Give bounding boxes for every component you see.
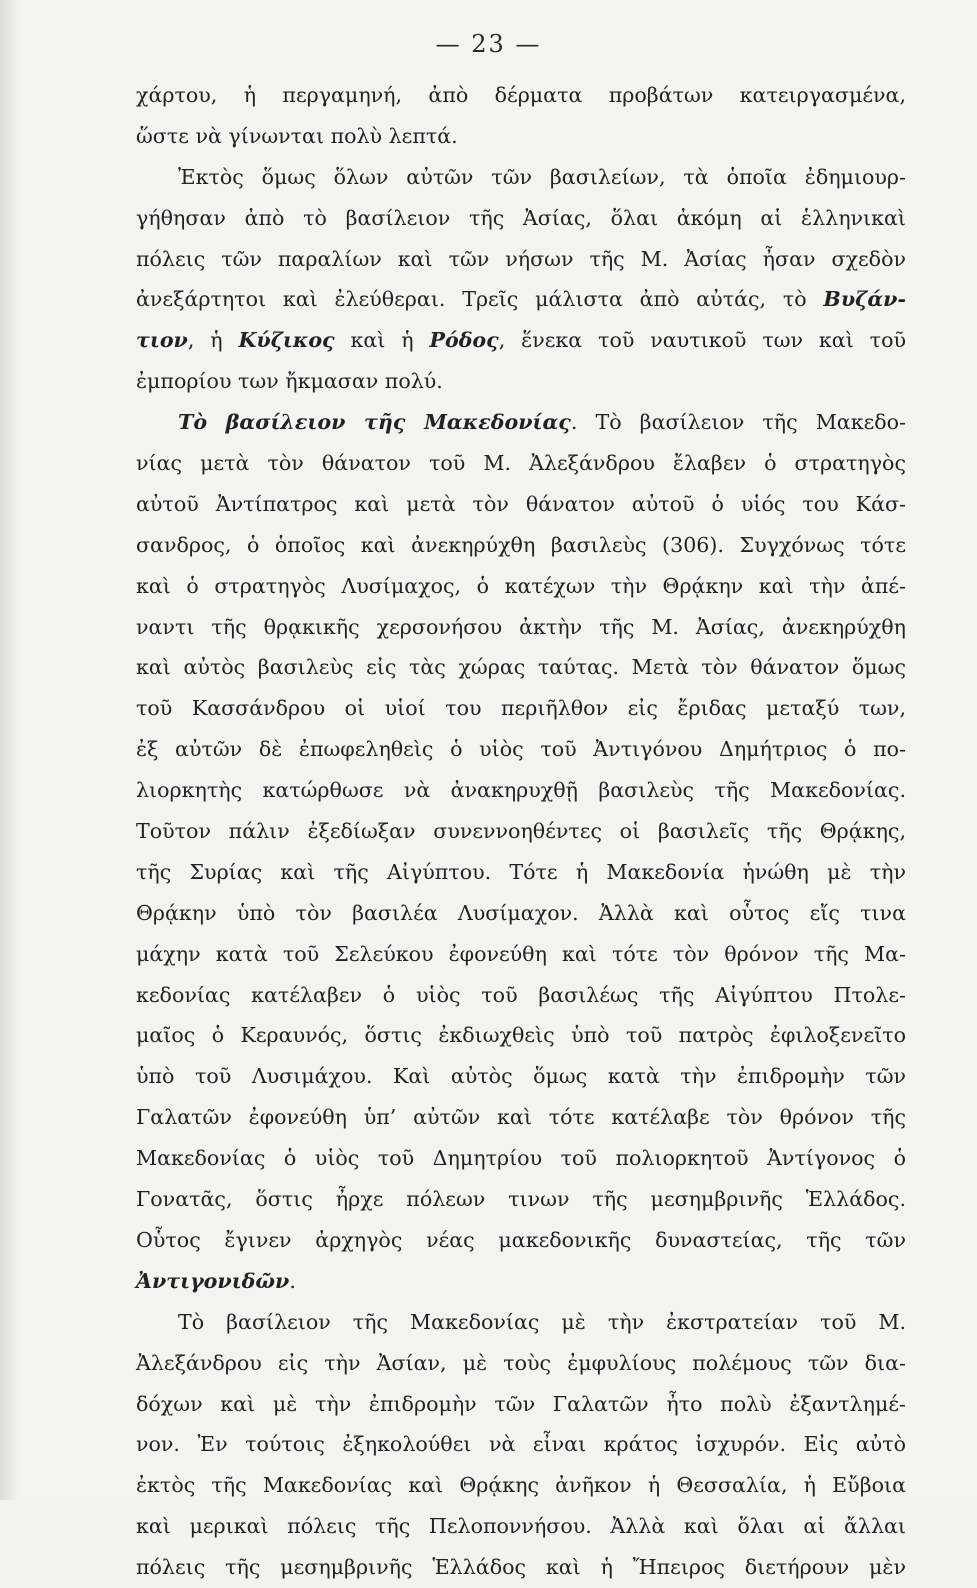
- text-line: [136, 934, 906, 975]
- text-line: [136, 361, 906, 402]
- text-span: , ἕνεκα τοῦ ναυτικοῦ των καὶ τοῦ: [498, 328, 906, 353]
- text-line: [136, 975, 906, 1016]
- text-span: Ἐκτὸς ὅμως ὅλων αὐτῶν τῶν βασιλείων, τὰ ὁποῖα ἐδημιουρ-: [178, 164, 906, 189]
- text-span: σανδρος, ὁ ὁποῖος καὶ ἀνεκηρύχθη βασιλεὺς (306). Συγχόνως τότε: [136, 532, 906, 557]
- text-span: πόλεις τῆς μεσημβρινῆς Ἑλλάδος καὶ ἡ Ἤπειρος διετήρουν μὲν: [136, 1555, 906, 1580]
- text-line: [136, 770, 906, 811]
- text-span: καὶ αὐτὸς βασιλεὺς εἰς τὰς χώρας ταύτας. Μετὰ τὸν θάνατον ὅμως: [136, 655, 906, 680]
- text-line: [136, 1261, 906, 1302]
- text-span: νον. Ἐν τούτοις ἐξηκολούθει νὰ εἶναι κράτος ἰσχυρόν. Εἰς αὐτὸ: [136, 1432, 906, 1457]
- text-span: μάχην κατὰ τοῦ Σελεύκου ἐφονεύθη καὶ τότε τὸν θρόνον τῆς Μα-: [136, 941, 906, 966]
- text-span: , ἡ: [187, 328, 239, 353]
- body-text: [136, 75, 906, 1588]
- text-line: [136, 1015, 906, 1056]
- text-line: [136, 1465, 906, 1506]
- emphasized-term: Τὸ βασίλειον τῆς Μακεδονίας: [178, 410, 571, 435]
- text-span: ὥστε νὰ γίνωνται πολὺ λεπτά.: [136, 123, 458, 148]
- text-line: [136, 729, 906, 770]
- emphasized-term: τιον: [136, 328, 188, 353]
- text-span: λιορκητὴς κατώρθωσε νὰ ἀνακηρυχθῇ βασιλεὺς τῆς Μακεδονίας.: [136, 778, 906, 803]
- text-span: Οὗτος ἔγινεν ἀρχηγὸς νέας μακεδονικῆς δυναστείας, τῆς τῶν: [136, 1227, 906, 1252]
- text-line: [136, 1384, 906, 1425]
- text-line: [136, 566, 906, 607]
- emphasized-term: Βυζάν-: [823, 287, 906, 312]
- text-line: [136, 1097, 906, 1138]
- text-line: [136, 852, 906, 893]
- text-span: Τοῦτον πάλιν ἐξεδίωξαν συνεννοηθέντες οἱ βασιλεῖς τῆς Θρᾴκης,: [136, 819, 906, 844]
- text-line: [136, 1343, 906, 1384]
- text-line: [136, 1220, 906, 1261]
- text-line: [136, 1179, 906, 1220]
- page-number: — 23 —: [435, 30, 542, 58]
- text-span: τῆς Συρίας καὶ τῆς Αἰγύπτου. Τότε ἡ Μακεδονία ἡνώθη μὲ τὴν: [136, 859, 906, 884]
- text-line: [136, 198, 906, 239]
- emphasized-term: Ἀντιγονιδῶν: [136, 1268, 290, 1293]
- text-line: [136, 402, 906, 443]
- text-span: χάρτου, ἡ περγαμηνή, ἀπὸ δέρματα προβάτων κατειργασμένα,: [136, 83, 906, 107]
- text-line: [136, 443, 906, 484]
- text-span: ἐξ αὐτῶν δὲ ἐπωφεληθεὶς ὁ υἱὸς τοῦ Ἀντιγόνου Δημήτριος ὁ πο-: [136, 737, 906, 762]
- text-line: [136, 688, 906, 729]
- text-line: [136, 525, 906, 566]
- text-span: Μακεδονίας ὁ υἱὸς τοῦ Δημητρίου τοῦ πολιορκητοῦ Ἀντίγονος ὁ: [136, 1146, 906, 1171]
- text-span: ναντι τῆς θρᾳκικῆς χερσονήσου ἀκτὴν τῆς Μ. Ἀσίας, ἀνεκηρύχθη: [136, 614, 906, 639]
- emphasized-term: Ρόδος: [429, 328, 499, 353]
- text-span: Ἀλεξάνδρου εἰς τὴν Ἀσίαν, μὲ τοὺς ἐμφυλίους πολέμους τῶν δια-: [136, 1350, 906, 1375]
- text-span: ἐμπορίου των ἤκμασαν πολύ.: [136, 369, 443, 394]
- text-line: [136, 157, 906, 198]
- text-line: [136, 116, 906, 157]
- text-line: [136, 1547, 906, 1588]
- text-span: καὶ ὁ στρατηγὸς Λυσίμαχος, ὁ κατέχων τὴν Θρᾴκην καὶ τὴν ἀπέ-: [136, 573, 906, 598]
- text-span: γήθησαν ἀπὸ τὸ βασίλειον τῆς Ἀσίας, ὅλαι ἀκόμη αἱ ἑλληνικαὶ: [136, 205, 906, 230]
- text-span: δόχων καὶ μὲ τὴν ἐπιδρομὴν τῶν Γαλατῶν ἦτο πολὺ ἐξαντλημέ-: [136, 1391, 906, 1416]
- text-span: κεδονίας κατέλαβεν ὁ υἱὸς τοῦ βασιλέως τῆς Αἰγύπτου Πτολε-: [136, 982, 906, 1007]
- text-line: [136, 1138, 906, 1179]
- text-span: Θρᾴκην ὑπὸ τὸν βασιλέα Λυσίμαχον. Ἀλλὰ καὶ οὗτος εἴς τινα: [136, 900, 906, 925]
- text-span: Γαλατῶν ἐφονεύθη ὑπ’ αὐτῶν καὶ τότε κατέλαβε τὸν θρόνον τῆς: [136, 1105, 906, 1130]
- text-line: [136, 75, 906, 116]
- text-line: [136, 811, 906, 852]
- text-line: [136, 1302, 906, 1343]
- text-line: [136, 647, 906, 688]
- text-line: [136, 320, 906, 361]
- text-span: καὶ ἡ: [334, 328, 430, 353]
- emphasized-term: Κύζικος: [238, 328, 335, 353]
- text-span: αὐτοῦ Ἀντίπατρος καὶ μετὰ τὸν θάνατον αὐτοῦ ὁ υἱός του Κάσ-: [136, 491, 906, 516]
- text-span: πόλεις τῶν παραλίων καὶ τῶν νήσων τῆς Μ. Ἀσίας ἦσαν σχεδὸν: [136, 246, 906, 271]
- text-span: ἀνεξάρτητοι καὶ ἐλεύθεραι. Τρεῖς μάλιστα ἀπὸ αὐτάς, τὸ: [136, 287, 824, 312]
- text-span: ἐκτὸς τῆς Μακεδονίας καὶ Θρᾴκης ἀνῆκον ἡ Θεσσαλία, ἡ Εὔβοια: [136, 1473, 906, 1498]
- text-span: μαῖος ὁ Κεραυνός, ὅστις ἐκδιωχθεὶς ὑπὸ τοῦ πατρὸς ἐφιλοξενεῖτο: [136, 1023, 906, 1048]
- text-span: Γονατᾶς, ὅστις ἦρχε πόλεων τινων τῆς μεσημβρινῆς Ἑλλάδος.: [136, 1187, 906, 1212]
- text-span: . Τὸ βασίλειον τῆς Μακεδο-: [570, 410, 907, 435]
- text-line: [136, 1506, 906, 1547]
- text-line: [136, 607, 906, 648]
- text-line: [136, 239, 906, 280]
- text-line: [136, 279, 906, 320]
- text-span: ὑπὸ τοῦ Λυσιμάχου. Καὶ αὐτὸς ὅμως κατὰ τὴν ἐπιδρομὴν τῶν: [136, 1064, 906, 1089]
- text-span: Τὸ βασίλειον τῆς Μακεδονίας μὲ τὴν ἐκστρατείαν τοῦ Μ.: [178, 1309, 906, 1334]
- text-line: [136, 1424, 906, 1465]
- text-line: [136, 893, 906, 934]
- text-span: .: [289, 1268, 296, 1293]
- text-span: τοῦ Κασσάνδρου οἱ υἱοί του περιῆλθον εἰς ἔριδας μεταξύ των,: [136, 696, 906, 721]
- text-line: [136, 484, 906, 525]
- text-line: [136, 1056, 906, 1097]
- text-span: καὶ μερικαὶ πόλεις τῆς Πελοποννήσου. Ἀλλὰ καὶ ὅλαι αἱ ἄλλαι: [136, 1514, 906, 1539]
- text-span: νίας μετὰ τὸν θάνατον τοῦ Μ. Ἀλεξάνδρου ἔλαβεν ὁ στρατηγὸς: [136, 451, 906, 476]
